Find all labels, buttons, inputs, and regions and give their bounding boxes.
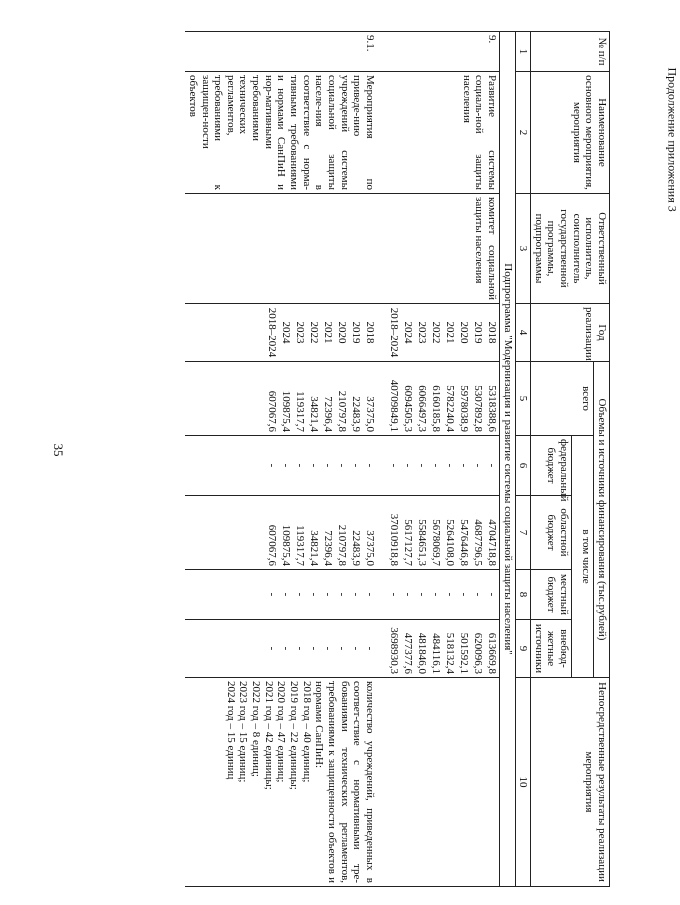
value-cell: - bbox=[279, 592, 292, 597]
results-text: количество учреждений, приведенных в соответ-ствие с нормативными тре-бованиями технических регламентов, требованиями к защищенности объектов и нормами СанПиН: bbox=[313, 681, 376, 884]
col-number: 10 bbox=[515, 678, 531, 887]
value-cell: - bbox=[387, 463, 400, 468]
row-results bbox=[185, 678, 377, 887]
header-regional: областной бюджет bbox=[531, 496, 572, 570]
results-item: 2018 год – 40 единиц; bbox=[300, 681, 313, 783]
value-cell: - bbox=[265, 463, 278, 468]
value-cell: 4704718,8 bbox=[485, 519, 498, 566]
col-number: 1 bbox=[515, 32, 531, 72]
value-cell: 34821,4 bbox=[307, 396, 320, 432]
value-cell: 72396,4 bbox=[321, 530, 334, 566]
row-results bbox=[385, 678, 500, 887]
value-cell: 5678069,7 bbox=[429, 519, 442, 566]
value-cell: 5264108,0 bbox=[443, 519, 456, 566]
value-cell: - bbox=[415, 592, 428, 597]
value-cell: 620096,3 bbox=[471, 632, 484, 675]
header-including: в том числе bbox=[572, 436, 594, 678]
header-results: Непосредственные результаты реализации мероприятия bbox=[531, 678, 610, 887]
value-cell: 5318388,6 bbox=[485, 385, 498, 432]
value-cell: 22483,9 bbox=[349, 530, 362, 566]
col-number: 3 bbox=[515, 194, 531, 304]
row-total bbox=[385, 362, 500, 436]
header-executor: Ответственный исполнитель, соисполнитель государственной программы, подпрограммы bbox=[531, 194, 610, 304]
header-total: всего bbox=[531, 362, 594, 436]
value-cell: - bbox=[457, 592, 470, 597]
col-number: 5 bbox=[515, 362, 531, 436]
value-cell: - bbox=[307, 646, 320, 651]
col-number: 6 bbox=[515, 436, 531, 496]
results-item: 2024 год – 15 единиц bbox=[224, 681, 237, 780]
year-cell: 2020 bbox=[335, 321, 348, 344]
value-cell: 3698930,3 bbox=[387, 627, 400, 675]
subprogram-title: Подпрограмма "Модернизация и развитие системы социальной защиты населения" bbox=[499, 32, 515, 887]
value-cell: - bbox=[457, 463, 470, 468]
year-cell: 2018 bbox=[363, 321, 376, 344]
value-cell: - bbox=[265, 646, 278, 651]
value-cell: 613669,8 bbox=[485, 632, 498, 675]
value-cell: - bbox=[279, 463, 292, 468]
year-cell: 2023 bbox=[415, 321, 428, 344]
value-cell: 4687796,5 bbox=[471, 519, 484, 566]
value-cell: 501592,1 bbox=[457, 632, 470, 675]
value-cell: 210797,8 bbox=[335, 390, 348, 432]
row-executor bbox=[185, 194, 377, 304]
continuation-label: Продолжение приложения 3 bbox=[665, 67, 680, 212]
value-cell: 37375,0 bbox=[363, 396, 376, 432]
value-cell: 5617127,7 bbox=[401, 519, 414, 566]
year-cell: 2018–2024 bbox=[265, 307, 278, 358]
col-number: 7 bbox=[515, 496, 531, 570]
row-name: Развитие системы социаль-ной защиты населения bbox=[385, 72, 500, 194]
year-cell: 2019 bbox=[349, 321, 362, 344]
value-cell: 22483,9 bbox=[349, 396, 362, 432]
value-cell: - bbox=[429, 463, 442, 468]
value-cell: - bbox=[485, 592, 498, 597]
value-cell: - bbox=[307, 592, 320, 597]
value-cell: 477377,6 bbox=[401, 632, 414, 675]
year-cell: 2018–2024 bbox=[387, 307, 400, 358]
col-number: 9 bbox=[515, 620, 531, 678]
row-offbudget bbox=[185, 620, 377, 678]
value-cell: - bbox=[349, 646, 362, 651]
row-federal bbox=[185, 436, 377, 496]
value-cell: - bbox=[321, 646, 334, 651]
header-num: № п/п bbox=[531, 32, 610, 72]
value-cell: 40709849,1 bbox=[387, 379, 400, 432]
value-cell: 109875,4 bbox=[279, 390, 292, 432]
value-cell: - bbox=[279, 646, 292, 651]
value-cell: - bbox=[293, 592, 306, 597]
row-total bbox=[185, 362, 377, 436]
year-cell: 2021 bbox=[321, 321, 334, 344]
value-cell: - bbox=[443, 463, 456, 468]
col-number: 8 bbox=[515, 570, 531, 620]
value-cell: 119317,7 bbox=[293, 525, 306, 566]
value-cell: 484116,1 bbox=[429, 633, 442, 675]
financing-table bbox=[185, 31, 610, 887]
row-federal bbox=[385, 436, 500, 496]
page-number: 35 bbox=[51, 443, 66, 457]
results-item: 2022 год – 8 единиц; bbox=[250, 681, 263, 777]
value-cell: 6094505,3 bbox=[401, 385, 414, 432]
value-cell: 34821,4 bbox=[307, 530, 320, 566]
year-cell: 2022 bbox=[429, 321, 442, 344]
value-cell: - bbox=[363, 463, 376, 468]
header-name: Наименование основного мероприятия, мероприятия bbox=[531, 72, 610, 194]
value-cell: - bbox=[401, 463, 414, 468]
row-number: 9. bbox=[385, 32, 500, 72]
value-cell: - bbox=[335, 646, 348, 651]
year-cell: 2024 bbox=[279, 321, 292, 344]
year-cell: 2019 bbox=[471, 321, 484, 344]
value-cell: - bbox=[471, 592, 484, 597]
value-cell: 5307892,8 bbox=[471, 385, 484, 432]
value-cell: - bbox=[321, 463, 334, 468]
row-number: 9.1. bbox=[185, 32, 377, 72]
value-cell: - bbox=[293, 646, 306, 651]
value-cell: - bbox=[429, 592, 442, 597]
year-cell: 2021 bbox=[443, 321, 456, 344]
value-cell: 210797,8 bbox=[335, 524, 348, 566]
year-cell: 2020 bbox=[457, 321, 470, 344]
results-item: 2021 год – 42 единицы; bbox=[262, 681, 275, 790]
header-year: Год реализации bbox=[531, 304, 610, 362]
header-federal: федеральный бюджет bbox=[531, 436, 572, 496]
value-cell: 5476446,8 bbox=[457, 519, 470, 566]
row-offbudget bbox=[385, 620, 500, 678]
year-cell: 2018 bbox=[485, 321, 498, 344]
results-item: 2019 год – 22 единицы; bbox=[288, 681, 301, 790]
table-row bbox=[185, 32, 377, 887]
value-cell: - bbox=[387, 592, 400, 597]
results-item: 2023 год – 15 единиц; bbox=[237, 681, 250, 783]
value-cell: 518132,4 bbox=[443, 632, 456, 675]
row-regional bbox=[385, 496, 500, 570]
header-local: местный бюджет bbox=[531, 570, 572, 620]
table-row bbox=[385, 32, 500, 887]
header-volumes: Объемы и источники финансирования (тыс.рублей) bbox=[594, 362, 610, 678]
header-offbudget: внебюд-жетные источники bbox=[531, 620, 572, 678]
value-cell: 5782240,4 bbox=[443, 385, 456, 432]
value-cell: - bbox=[471, 463, 484, 468]
value-cell: 607067,6 bbox=[265, 524, 278, 566]
value-cell: 37010918,8 bbox=[387, 513, 400, 566]
year-cell: 2024 bbox=[401, 321, 414, 344]
value-cell: 5978038,9 bbox=[457, 385, 470, 432]
row-years bbox=[385, 304, 500, 362]
row-local bbox=[185, 570, 377, 620]
value-cell: 37375,0 bbox=[363, 530, 376, 566]
value-cell: - bbox=[321, 592, 334, 597]
year-cell: 2022 bbox=[307, 321, 320, 344]
value-cell: - bbox=[363, 646, 376, 651]
results-item: 2020 год – 47 единиц; bbox=[275, 681, 288, 783]
row-years bbox=[185, 304, 377, 362]
rotated-table-block bbox=[100, 31, 610, 886]
value-cell: - bbox=[293, 463, 306, 468]
value-cell: 607067,6 bbox=[265, 390, 278, 432]
value-cell: 5584651,3 bbox=[415, 519, 428, 566]
row-local bbox=[385, 570, 500, 620]
value-cell: - bbox=[335, 463, 348, 468]
value-cell: 6066497,3 bbox=[415, 385, 428, 432]
value-cell: - bbox=[349, 463, 362, 468]
value-cell: 72396,4 bbox=[321, 396, 334, 432]
row-executor: комитет социальной защиты населения bbox=[385, 194, 500, 304]
value-cell: - bbox=[415, 463, 428, 468]
value-cell: - bbox=[307, 463, 320, 468]
value-cell: 109875,4 bbox=[279, 524, 292, 566]
value-cell: 6160185,8 bbox=[429, 385, 442, 432]
value-cell: - bbox=[363, 592, 376, 597]
col-number: 4 bbox=[515, 304, 531, 362]
value-cell: - bbox=[401, 592, 414, 597]
value-cell: 481846,0 bbox=[415, 632, 428, 675]
value-cell: - bbox=[349, 592, 362, 597]
value-cell: - bbox=[265, 592, 278, 597]
col-number: 2 bbox=[515, 72, 531, 194]
value-cell: 119317,7 bbox=[293, 391, 306, 432]
row-regional bbox=[185, 496, 377, 570]
value-cell: - bbox=[443, 592, 456, 597]
value-cell: - bbox=[335, 592, 348, 597]
row-name: Мероприятия по приведе-нию учреждений системы социальной защиты населе-ния в соответствие с норма-тивными требованиями и нормами СанПиН и нор-мативными требованиями технических регламентов, требованиями к защищен-ности объектов bbox=[185, 72, 377, 194]
value-cell: - bbox=[485, 463, 498, 468]
year-cell: 2023 bbox=[293, 321, 306, 344]
